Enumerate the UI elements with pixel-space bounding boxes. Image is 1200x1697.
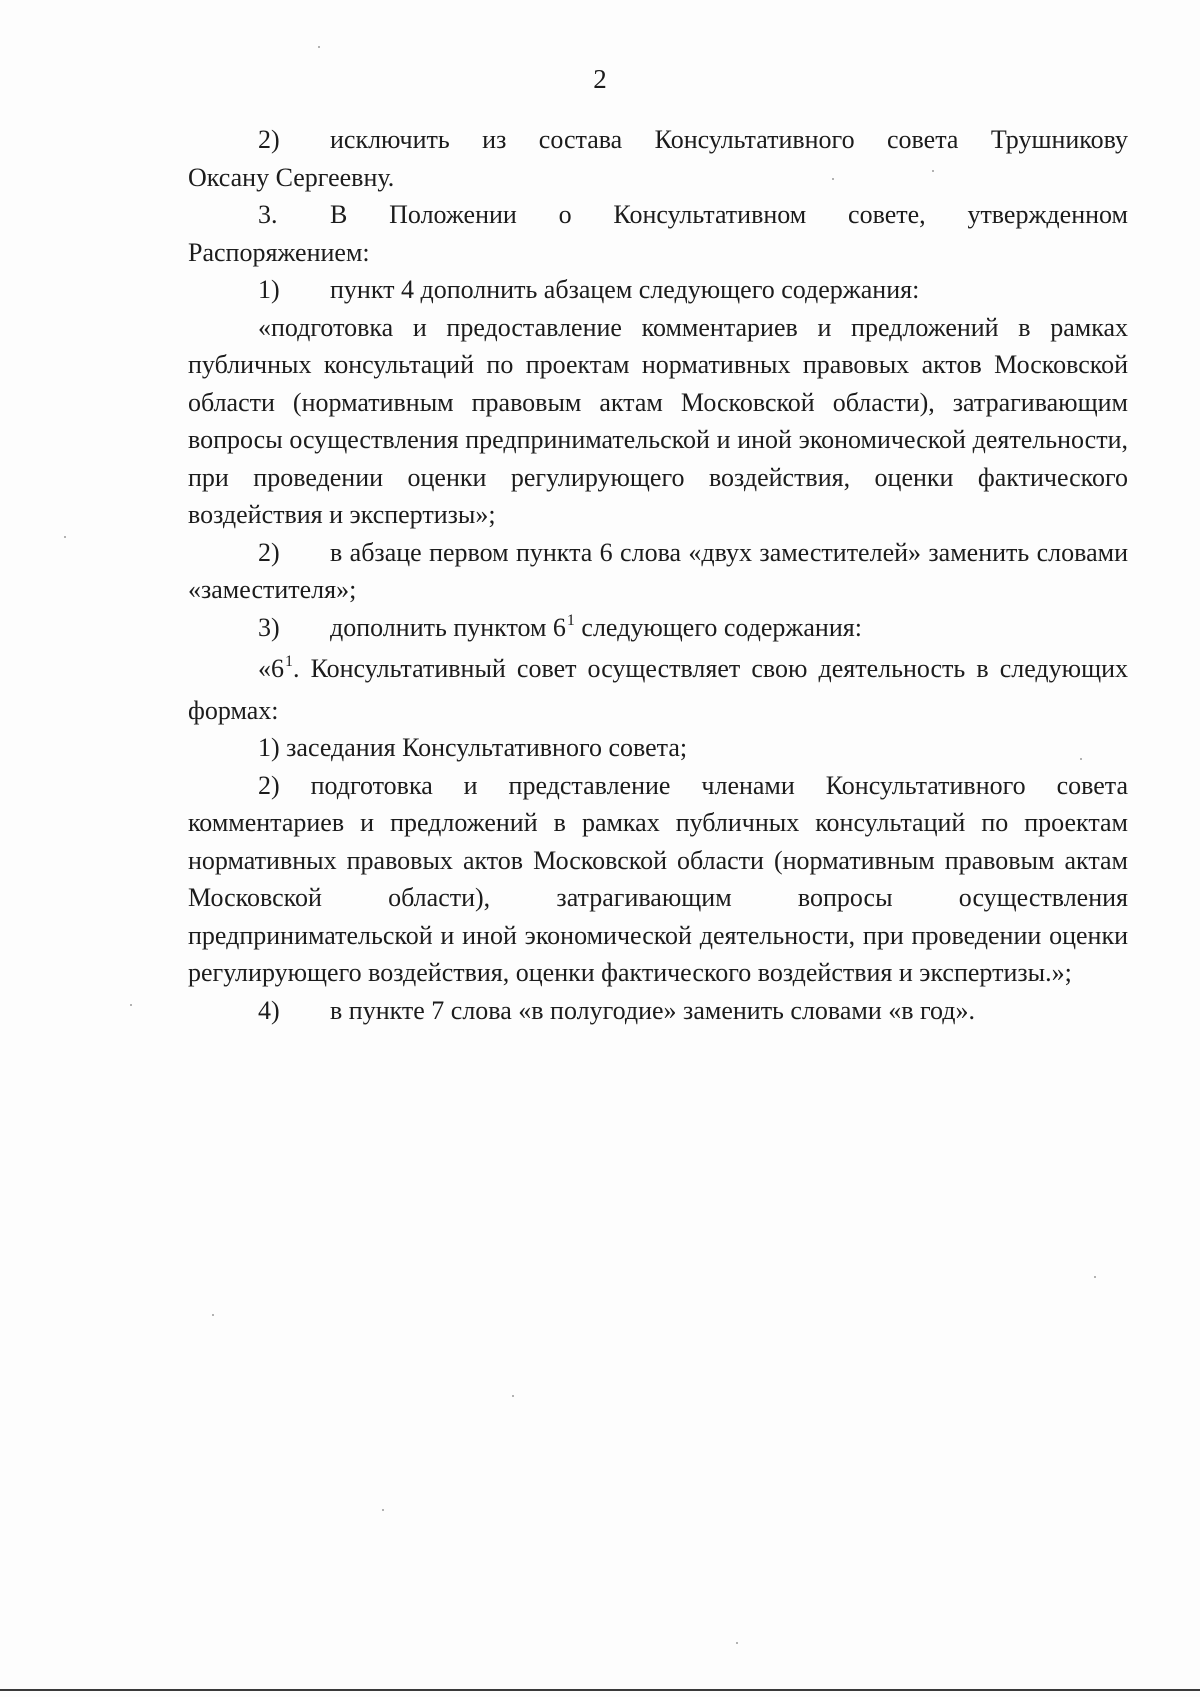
scan-speck bbox=[932, 170, 934, 172]
scan-speck bbox=[318, 46, 320, 48]
paragraph-item-4-point-7 bbox=[188, 992, 1128, 1030]
scan-speck bbox=[832, 178, 834, 180]
paragraph-section-3 bbox=[188, 196, 1128, 234]
scan-speck bbox=[382, 1509, 384, 1511]
quote-start: «6 bbox=[258, 654, 284, 683]
scan-speck bbox=[212, 1314, 214, 1316]
paragraph-form-1: 1) заседания Консультативного совета; bbox=[258, 733, 688, 762]
item-number: 3) bbox=[258, 612, 280, 642]
paragraph-continuation: Распоряжением: bbox=[188, 237, 370, 267]
item-text: дополнить пунктом 6 bbox=[330, 612, 566, 642]
paragraph-form-2: 2) подготовка и представление членами Консультативного совета комментариев и предложений в рамках публичных консультаций по проектам нормативных правовых актов Московской области (нормативным правовым актам Московской области), затрагивающим вопросы осуществления предпринимательской и иной экономической деятельности, при проведении оценки регулирующего воздействия, оценки фактического воздействия и экспертизы.»; bbox=[188, 770, 1128, 987]
paragraph-point-6-1-text bbox=[188, 650, 1128, 729]
superscript: 1 bbox=[566, 611, 575, 629]
paragraph-item-3-point-6-1 bbox=[188, 609, 1128, 651]
item-number: 2) bbox=[258, 125, 280, 154]
item-text: пункт 4 дополнить абзацем следующего содержания: bbox=[330, 275, 920, 304]
scan-speck bbox=[512, 1395, 514, 1397]
item-text: В Положении о Консультативном совете, утвержденном bbox=[330, 200, 1128, 229]
paragraph-continuation: Оксану Сергеевну. bbox=[188, 162, 395, 192]
scan-speck bbox=[736, 1642, 738, 1644]
item-number: 3. bbox=[258, 200, 278, 229]
document-body bbox=[188, 121, 1128, 1029]
scan-speck bbox=[1094, 1276, 1096, 1278]
paragraph-item-2-exclude bbox=[188, 121, 1128, 159]
scan-speck bbox=[64, 536, 66, 538]
item-text: исключить из состава Консультативного совета Трушникову bbox=[330, 125, 1128, 154]
paragraph-item-2-point-6 bbox=[188, 534, 1128, 609]
paragraph-quoted-addition: «подготовка и предоставление комментариев и предложений в рамках публичных консультаций по проектам нормативных правовых актов Московской области (нормативным правовым актам Московской области), затрагивающим вопросы осуществления предпринимательской и иной экономической деятельности, при проведении оценки регулирующего воздействия, оценки фактического воздействия и экспертизы»; bbox=[188, 312, 1128, 529]
item-text: . Консультативный совет осуществляет свою деятельность в следующих формах: bbox=[188, 654, 1128, 725]
scan-edge-line bbox=[0, 1689, 1200, 1691]
item-text: в абзаце первом пункта 6 слова «двух заместителей» заменить словами «заместителя»; bbox=[188, 537, 1128, 604]
scan-speck bbox=[130, 1004, 132, 1006]
paragraph-item-1-point-4 bbox=[188, 271, 1128, 309]
scan-speck bbox=[1080, 758, 1082, 760]
page-number: 2 bbox=[593, 64, 607, 94]
item-number: 2) bbox=[258, 537, 280, 567]
item-number: 1) bbox=[258, 275, 280, 304]
superscript: 1 bbox=[285, 653, 293, 670]
item-number: 4) bbox=[258, 995, 280, 1025]
item-text: в пункте 7 слова «в полугодие» заменить словами «в год». bbox=[330, 995, 976, 1025]
item-text: следующего содержания: bbox=[574, 612, 862, 642]
